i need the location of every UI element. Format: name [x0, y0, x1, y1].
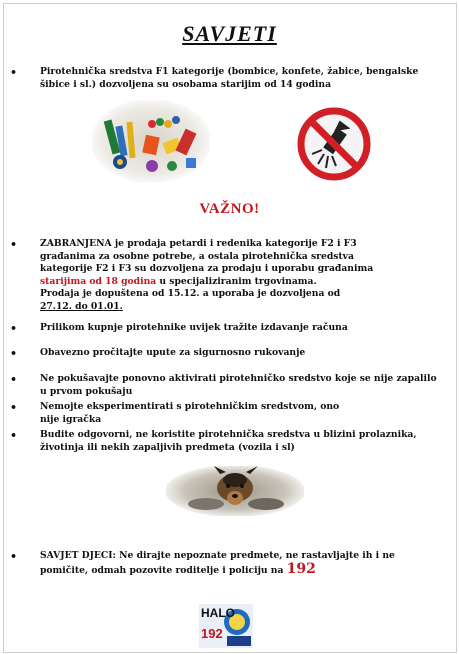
prohibition-text: je prodaja petardi i redenika kategorije F2 i F3 građanima za osobne potrebe, a ostala pirotehnička sredstva kategorije F2 i F3 su dozvoljena za prodaju i uporabu građanima	[40, 238, 374, 275]
advice-item-f1: Pirotehnička sredstva F1 kategorije (bombice, konfete, žabice, bengalske šibice i sl.) dozvoljena su osobama starijim od 14 godina	[40, 66, 419, 90]
use-period-dates: 27.12. do 01.01.	[40, 300, 123, 312]
sale-period-text: Prodaja je dopuštena od 15.12. a uporaba je dozvoljena od	[40, 288, 341, 300]
bullet: •	[10, 429, 18, 442]
prohibition-text-end: u specijaliziranim trgovinama.	[156, 275, 317, 287]
logo-text-halo: HALO	[201, 606, 235, 620]
fireworks-products-image	[92, 100, 210, 182]
no-fireworks-sign-icon	[296, 106, 372, 182]
bullet: •	[10, 238, 18, 251]
dog-image	[166, 466, 304, 516]
advice-item-children	[40, 550, 435, 577]
age-limit-highlight: starijima od 18 godina	[40, 275, 157, 287]
bullet: •	[10, 401, 18, 414]
important-heading: VAŽNO!	[199, 201, 260, 217]
advice-item-instructions: Obavezno pročitajte upute za sigurnosno rukovanje	[40, 347, 306, 358]
bullet: •	[10, 373, 18, 386]
bullet: •	[10, 550, 18, 563]
page-title: SAVJETI	[182, 21, 277, 46]
halo-192-logo	[197, 602, 255, 650]
advice-item-prohibition	[40, 238, 385, 314]
logo-text-number: 192	[201, 626, 223, 641]
bullet: •	[10, 347, 18, 360]
children-advice-text: SAVJET DJECI: Ne dirajte nepoznate predmete, ne rastavljajte ih i ne pomičite, odmah pozovite roditelje i policiju na	[40, 550, 395, 576]
prohibition-lead: ZABRANJENA	[40, 238, 112, 249]
bullet: •	[10, 66, 18, 79]
advice-item-receipt: Prilikom kupnje pirotehnike uvijek tražite izdavanje računa	[40, 322, 348, 333]
advice-item-responsibility: Budite odgovorni, ne koristite pirotehnička sredstva u blizini prolaznika, životinja ili nekih zapaljivih predmeta (vozila i sl)	[40, 429, 417, 453]
bullet: •	[10, 322, 18, 335]
advice-item-experiment: Nemojte eksperimentirati s pirotehničkim sredstvom, ono nije igračka	[40, 401, 340, 425]
emergency-number: 192	[286, 560, 316, 577]
advice-item-reactivation: Ne pokušavajte ponovno aktivirati pirotehničko sredstvo koje se nije zapalilo u prvom pokušaju	[40, 373, 437, 397]
